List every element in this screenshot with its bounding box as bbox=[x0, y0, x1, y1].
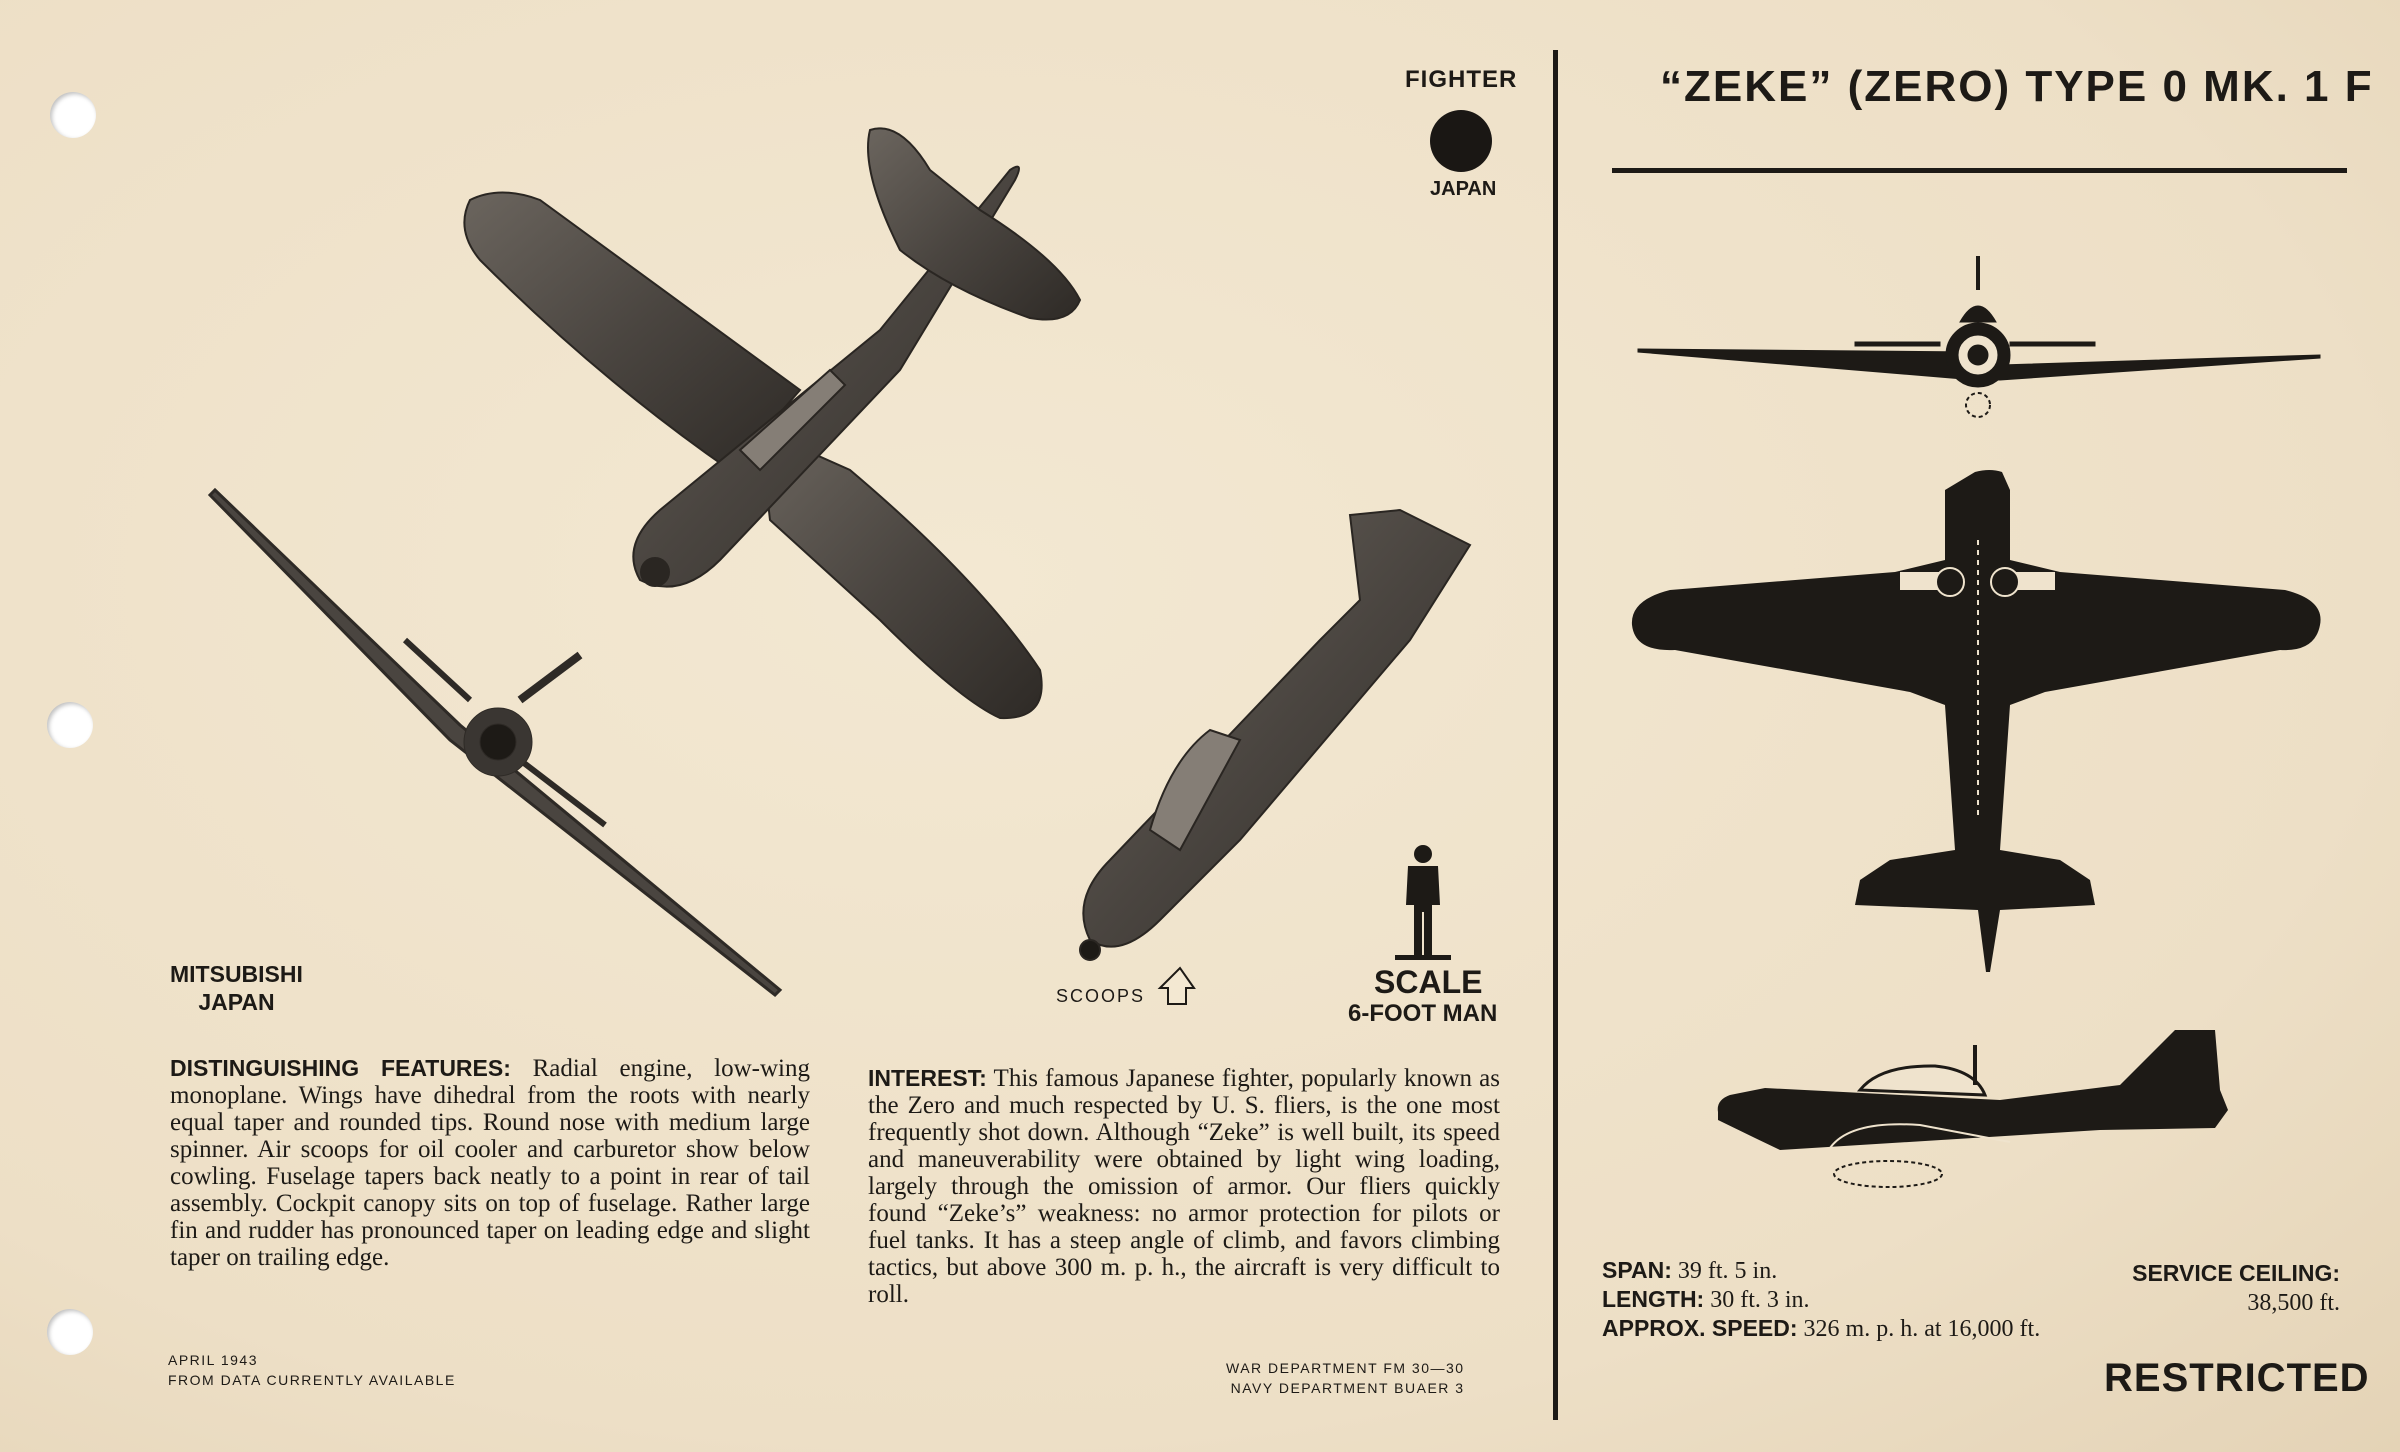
page-title: “ZEKE” (ZERO) TYPE 0 MK. 1 F bbox=[1660, 62, 2374, 111]
scoops-arrow-icon bbox=[1160, 968, 1194, 1004]
manufacturer-label bbox=[170, 960, 303, 1016]
footer-right bbox=[1226, 1358, 1465, 1398]
features-text: Radial engine, low-wing monoplane. Wings have dihedral from the roots with nearly equal taper and rounded tips. Round nose with medium large spinner. Air scoops for oil cooler and carburetor show below cowling. Fuselage tapers back neatly to a point in rear of tail assembly. Cockpit canopy sits on top of fuselage. Rather large fin and rudder has pronounced taper on leading edge and slight taper on trailing edge. bbox=[170, 1055, 810, 1271]
scale-subtitle: 6-FOOT MAN bbox=[1348, 1000, 1498, 1027]
category-label: FIGHTER bbox=[1405, 66, 1518, 93]
interest-label: INTEREST: bbox=[868, 1065, 987, 1091]
zero-topview-photo bbox=[464, 128, 1080, 718]
manufacturer-country: JAPAN bbox=[198, 989, 275, 1015]
distinguishing-features-paragraph bbox=[170, 1055, 810, 1271]
hinomaru-roundel-icon bbox=[1430, 110, 1492, 172]
country-badge: JAPAN bbox=[1430, 178, 1497, 200]
manufacturer-name: MITSUBISHI bbox=[170, 961, 303, 987]
spec-span bbox=[1602, 1256, 2040, 1285]
length-label: LENGTH: bbox=[1602, 1286, 1705, 1312]
scoops-label: SCOOPS bbox=[1056, 986, 1146, 1006]
interest-paragraph bbox=[868, 1065, 1500, 1308]
scale-title: SCALE bbox=[1374, 964, 1483, 1000]
spec-list bbox=[1602, 1256, 2040, 1343]
footer-navy-dept: NAVY DEPARTMENT BUAER 3 bbox=[1230, 1380, 1465, 1396]
ceiling-value: 38,500 ft. bbox=[2247, 1290, 2340, 1316]
footer-left bbox=[168, 1350, 456, 1390]
classification-stamp: RESTRICTED bbox=[2104, 1356, 2370, 1400]
footer-source: FROM DATA CURRENTLY AVAILABLE bbox=[168, 1372, 456, 1388]
scale-man-icon bbox=[1395, 845, 1451, 960]
span-value: 39 ft. 5 in. bbox=[1671, 1258, 1778, 1284]
ceiling-label: SERVICE CEILING: bbox=[2132, 1260, 2340, 1286]
span-label: SPAN: bbox=[1602, 1257, 1672, 1283]
spec-length bbox=[1602, 1285, 2040, 1314]
silhouette-plan-view bbox=[1632, 470, 2321, 972]
length-value: 30 ft. 3 in. bbox=[1704, 1287, 1810, 1313]
features-label: DISTINGUISHING FEATURES: bbox=[170, 1055, 511, 1081]
column-divider bbox=[1553, 50, 1558, 1420]
title-rule bbox=[1612, 168, 2347, 173]
speed-label: APPROX. SPEED: bbox=[1602, 1315, 1798, 1341]
speed-value: 326 m. p. h. at 16,000 ft. bbox=[1797, 1316, 2041, 1342]
footer-war-dept: WAR DEPARTMENT FM 30—30 bbox=[1226, 1360, 1465, 1376]
interest-text: This famous Japanese fighter, popularly known as the Zero and much respected by U. S. fliers, is the one most frequently shot down. Although “Zeke” is well built, its speed and maneuverability were obtained by light wing loading, largely through the omission of armor. Our fliers quickly found “Zeke’s” weakness: no armor protection for pilots or fuel tanks. It has a steep angle of climb, and favors climbing tactics, but above 300 m. p. h., the aircraft is very difficult to roll. bbox=[868, 1065, 1500, 1308]
spec-speed bbox=[1602, 1314, 2040, 1343]
footer-date: APRIL 1943 bbox=[168, 1352, 258, 1368]
silhouette-side-view bbox=[1718, 1030, 2228, 1187]
spec-ceiling bbox=[2100, 1258, 2340, 1318]
silhouette-front-view bbox=[1638, 256, 2320, 417]
